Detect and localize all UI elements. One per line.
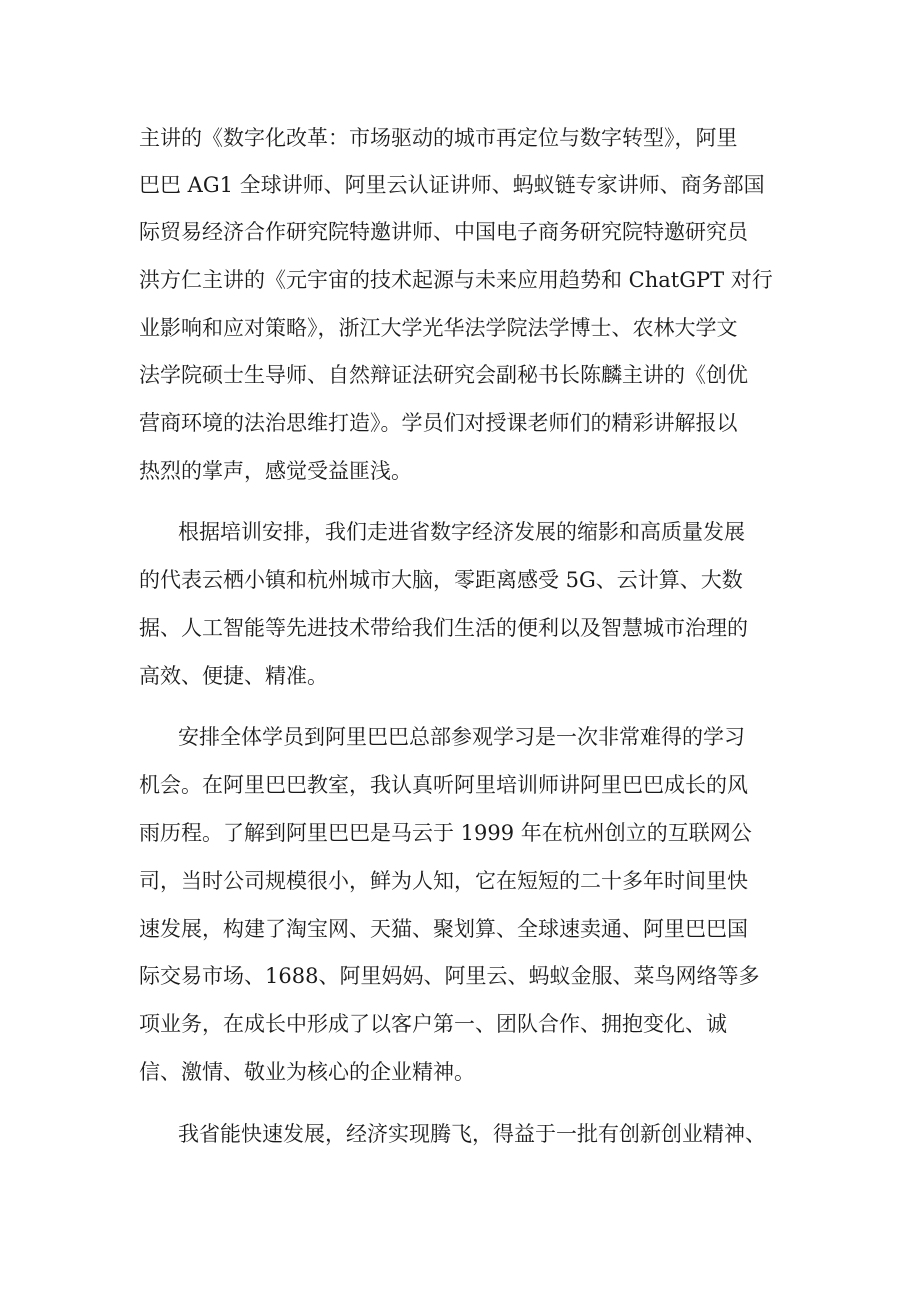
- text-line: 热烈的掌声，感觉受益匪浅。: [139, 459, 412, 483]
- text-line: 根据培训安排，我们走进省数字经济发展的缩影和高质量发展: [178, 520, 745, 544]
- text-line: 安排全体学员到阿里巴巴总部参观学习是一次非常难得的学习: [178, 725, 745, 749]
- text-line: 高效、便捷、精准。: [139, 664, 328, 688]
- text-line: 速发展，构建了淘宝网、天猫、聚划算、全球速卖通、阿里巴巴国: [139, 917, 748, 941]
- text-line: 雨历程。了解到阿里巴巴是马云于 1999 年在杭州创立的互联网公: [139, 821, 752, 845]
- text-line: 洪方仁主讲的《元宇宙的技术起源与未来应用趋势和 ChatGPT 对行: [139, 268, 773, 292]
- text-line: 业影响和应对策略》，浙江大学光华法学院法学博士、农林大学文: [139, 316, 738, 340]
- text-line: 巴巴 AG1 全球讲师、阿里云认证讲师、蚂蚁链专家讲师、商务部国: [139, 173, 765, 197]
- text-line: 际交易市场、1688、阿里妈妈、阿里云、蚂蚁金服、菜鸟网络等多: [139, 964, 760, 988]
- text-line: 司，当时公司规模很小，鲜为人知，它在短短的二十多年时间里快: [139, 869, 748, 893]
- text-line: 据、人工智能等先进技术带给我们生活的便利以及智慧城市治理的: [139, 616, 748, 640]
- text-line: 我省能快速发展，经济实现腾飞，得益于一批有创新创业精神、: [178, 1122, 766, 1146]
- text-line: 营商环境的法治思维打造》。学员们对授课老师们的精彩讲解报以: [139, 411, 738, 435]
- text-line: 机会。在阿里巴巴教室，我认真听阿里培训师讲阿里巴巴成长的风: [139, 773, 748, 797]
- text-line: 信、激情、敬业为核心的企业精神。: [139, 1060, 475, 1084]
- text-line: 际贸易经济合作研究院特邀讲师、中国电子商务研究院特邀研究员: [139, 220, 748, 244]
- text-line: 的代表云栖小镇和杭州城市大脑，零距离感受 5G、云计算、大数: [139, 568, 743, 592]
- text-line: 项业务，在成长中形成了以客户第一、团队合作、拥抱变化、诚: [139, 1012, 727, 1036]
- text-line: 法学院硕士生导师、自然辩证法研究会副秘书长陈麟主讲的《创优: [139, 363, 748, 387]
- text-line: 主讲的《数字化改革：市场驱动的城市再定位与数字转型》，阿里: [139, 126, 738, 150]
